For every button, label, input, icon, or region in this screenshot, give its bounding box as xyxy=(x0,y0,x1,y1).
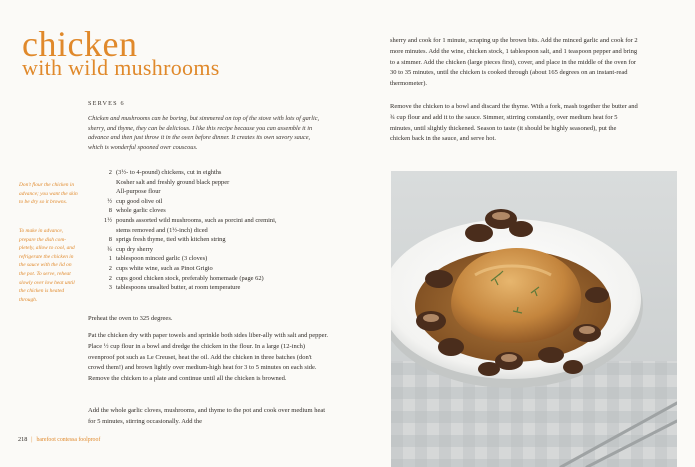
ingredient-item: 1½ pounds assorted wild mushrooms, such as porcini and cremini, xyxy=(104,216,277,224)
ingredient-item: 2 (3½- to 4-pound) chickens, cut in eighths xyxy=(108,169,222,176)
ingredient-item: All-purpose flour xyxy=(116,188,161,196)
ingredient-item: 8 whole garlic cloves xyxy=(108,207,166,215)
instruction-step-1: Pat the chicken dry with paper towels and sprinkle both sides liber-ally with salt and pepper. Place ½ cup flour in a bowl and dredge the chicken in the flour. In a large (12-inch) ovenproof pot such as Le Creuset, heat the oil. Add the chicken in three batches (don't crowd them!) and brown lightly over medium-high heat for 3 to 5 minutes on each side. Remove the chicken to a plate and continue until all the chicken is browned. xyxy=(88,332,328,383)
ingredient-item: 2 cups good chicken stock, preferably homemade (page 62) xyxy=(108,274,264,282)
recipe-title-line1: chicken xyxy=(22,24,138,64)
instruction-step-2-continued: sherry and cook for 1 minute, scraping up the brown bits. Add the minced garlic and cook for 2 more minutes. Add the wine, chicken stock, 1 tablespoon salt, and 1 teaspoon pepper and bring to a simmer. Add the chicken (large pieces first), cover, and place in the middle of the oven for 30 to 35 minutes, until the chicken is cooked through (about 165 degrees on an instant-read thermometer). xyxy=(390,37,638,88)
instruction-step-3: Remove the chicken to a bowl and discard the thyme. With a fork, mash together the butter and ¾ cup flour and add it to the sauce. Simmer, stirring constantly, over medium heat for 5 minutes, until slightly thickened. Season to taste (it should be highly seasoned), put the chicken back in the sauce, and serve hot. xyxy=(390,103,638,143)
ingredient-item: ¾ cup dry sherry xyxy=(107,245,153,253)
ingredient-item: ½ cup good olive oil xyxy=(107,197,163,205)
dish-photo xyxy=(391,171,677,467)
ingredient-list xyxy=(98,168,328,293)
serves-label: SERVES 6 xyxy=(88,100,125,107)
side-note-flour: Don't flour the chicken in advance; you want the skin to be dry so it browns. xyxy=(19,182,78,206)
recipe-intro: Chicken and mushrooms can be boring, but simmered on top of the stove with lots of garlic, sherry, and thyme, they can be delicious. I like this recipe because you can assemble it in advance and then just throw it in the oven before dinner. It creates its own savory sauce, which is wonderful spooned over couscous. xyxy=(88,115,320,151)
ingredient-item: 1 tablespoon minced garlic (3 cloves) xyxy=(108,255,208,263)
page-footer xyxy=(18,436,100,443)
recipe-title-line2: with wild mushrooms xyxy=(22,55,220,80)
book-title: barefoot contessa foolproof xyxy=(36,437,101,443)
chicken-dish-illustration xyxy=(391,171,677,467)
ingredient-item: Kosher salt and freshly ground black pepper xyxy=(116,178,230,186)
side-note-advance: To make in advance, prepare the dish com-pletely, allow to cool, and refrigerate the chicken in the sauce with the lid on the pot. To serve, reheat slowly over low heat until the chicken is heated through. xyxy=(19,228,75,303)
ingredient-item: 8 sprigs fresh thyme, tied with kitchen string xyxy=(108,236,226,244)
ingredient-item: stems removed and (1½-inch) diced xyxy=(116,226,208,234)
ingredient-item: 2 cups white wine, such as Pinot Grigio xyxy=(108,264,213,272)
instruction-step-2: Add the whole garlic cloves, mushrooms, and thyme to the pot and cook over medium heat for 5 minutes, stirring occasionally. Add the xyxy=(88,407,326,425)
instruction-preheat: Preheat the oven to 325 degrees. xyxy=(88,315,173,322)
ingredient-item: 3 tablespoons unsalted butter, at room temperature xyxy=(108,284,241,292)
footer-separator: | xyxy=(31,436,33,443)
page-number: 218 xyxy=(18,436,28,443)
